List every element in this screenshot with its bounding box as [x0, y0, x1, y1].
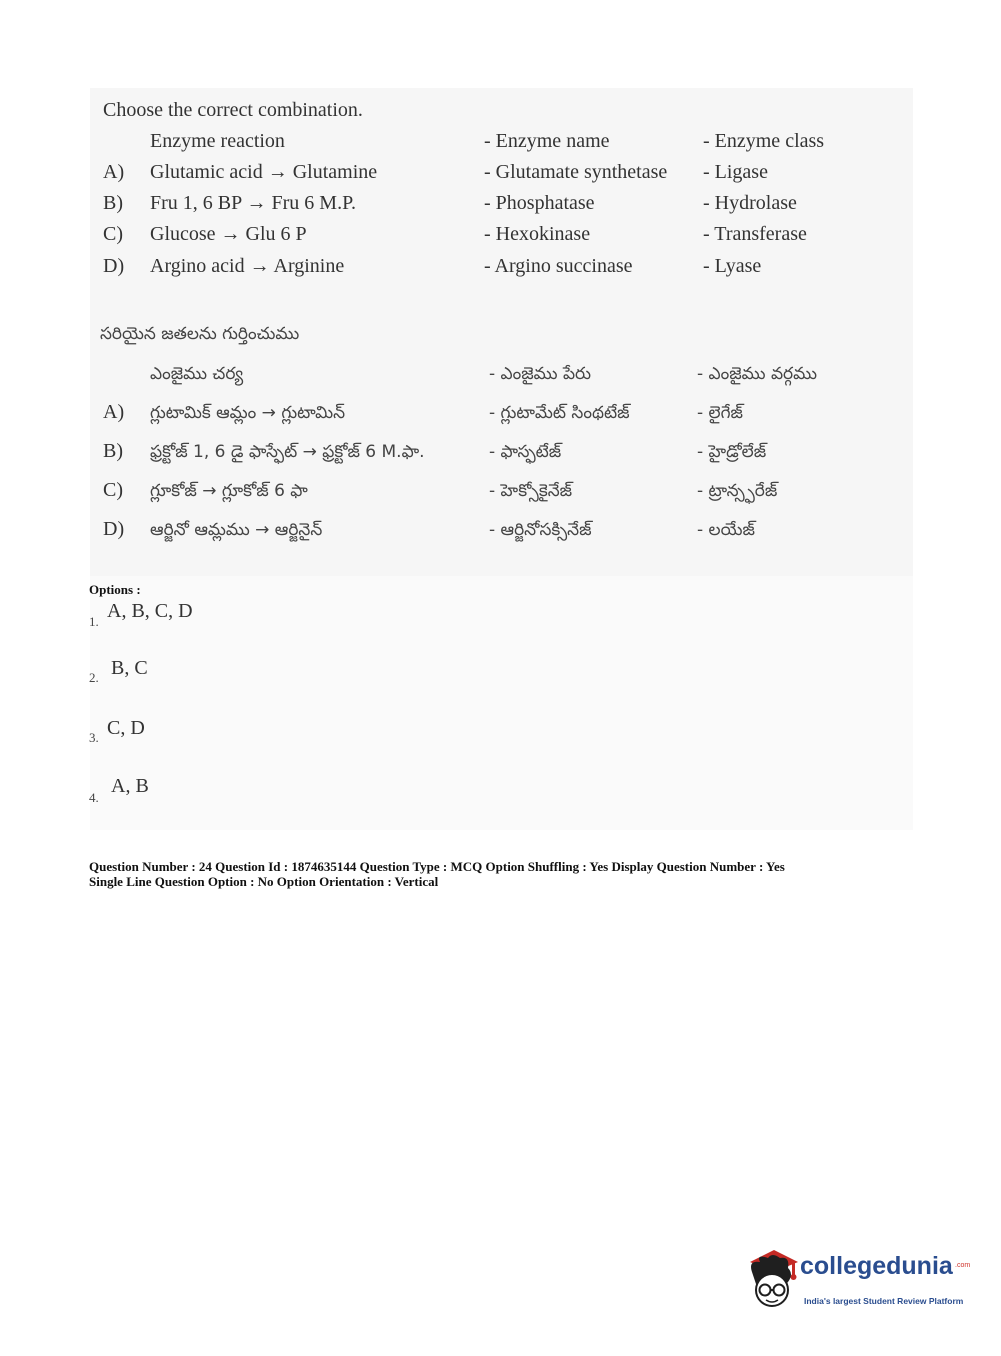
row-enzyme-name: - హెక్సోకైనేజ్	[489, 481, 573, 501]
row-reaction: Glucose → Glu 6 P	[150, 223, 307, 245]
row-reaction: Argino acid → Arginine	[150, 255, 345, 277]
row-enzyme-name: - Argino succinase	[484, 255, 633, 277]
row-label: D)	[103, 255, 125, 277]
row-enzyme-class: - ట్రాన్స్ఫరేజ్	[697, 481, 778, 501]
row-enzyme-class: - హైడ్రోలేజ్	[697, 442, 767, 462]
header-class-te: - ఎంజైము వర్గము	[697, 364, 817, 384]
option-1[interactable]: A, B, C, D	[107, 600, 193, 622]
options-label: Options :	[89, 582, 141, 597]
row-enzyme-name: - Phosphatase	[484, 192, 595, 214]
mascot-icon	[742, 1248, 802, 1312]
header-class-en: - Enzyme class	[703, 130, 825, 152]
question-meta-line-1: Question Number : 24 Question Id : 1874635144 Question Type : MCQ Option Shuffling : Yes Display Question Number : Yes	[89, 859, 785, 874]
option-number: 3.	[89, 730, 99, 745]
row-label: C)	[103, 479, 123, 501]
collegedunia-logo[interactable]	[742, 1248, 972, 1318]
row-enzyme-name: - Hexokinase	[484, 223, 591, 245]
question-meta-line-2: Single Line Question Option : No Option Orientation : Vertical	[89, 874, 439, 889]
row-enzyme-class: - లయేజ్	[697, 520, 755, 540]
header-reaction-en: Enzyme reaction	[150, 130, 285, 152]
header-name-en: - Enzyme name	[484, 130, 610, 152]
row-enzyme-name: - ఫాస్ఫటేజ్	[489, 442, 562, 462]
logo-wordmark: collegedunia	[800, 1252, 953, 1280]
row-label: B)	[103, 192, 123, 214]
option-3[interactable]: C, D	[107, 717, 145, 739]
option-number: 2.	[89, 670, 99, 685]
option-2[interactable]: B, C	[111, 657, 148, 679]
row-reaction: గ్లూకోజ్ → గ్లూకోజ్ 6 ఫా	[150, 481, 308, 501]
header-reaction-te: ఎంజైము చర్య	[150, 364, 244, 384]
row-enzyme-name: - Glutamate synthetase	[484, 161, 668, 183]
row-enzyme-class: - Transferase	[703, 223, 807, 245]
row-enzyme-name: - గ్లుటామేట్ సింథటేజ్	[489, 403, 630, 423]
row-reaction: Fru 1, 6 BP → Fru 6 M.P.	[150, 192, 356, 214]
row-enzyme-class: - Ligase	[703, 161, 768, 183]
logo-suffix: .com	[955, 1262, 971, 1269]
row-reaction: గ్లుటామిక్ ఆమ్లం → గ్లుటామిన్	[150, 403, 346, 423]
row-label: D)	[103, 518, 125, 540]
option-number: 1.	[89, 614, 99, 629]
option-4[interactable]: A, B	[111, 775, 149, 797]
question-prompt-en: Choose the correct combination.	[103, 99, 363, 121]
row-enzyme-class: - Lyase	[703, 255, 762, 277]
row-label: A)	[103, 401, 125, 423]
question-prompt-te: సరియైన జతలను గుర్తించుము	[100, 324, 300, 344]
row-label: B)	[103, 440, 123, 462]
header-name-te: - ఎంజైము పేరు	[489, 364, 591, 384]
row-label: C)	[103, 223, 123, 245]
row-reaction: Glutamic acid → Glutamine	[150, 161, 378, 183]
row-enzyme-name: - ఆర్జినోసక్సినేజ్	[489, 520, 592, 540]
row-enzyme-class: - లైగేజ్	[697, 403, 743, 423]
row-reaction: ఫ్రక్టోజ్ 1, 6 డై ఫాస్ఫేట్ → ఫ్రక్టోజ్ 6 M.ఫా.	[150, 442, 425, 462]
row-reaction: ఆర్జినో ఆమ్లము → ఆర్జినైన్	[150, 520, 323, 540]
row-label: A)	[103, 161, 125, 183]
logo-tagline: India's largest Student Review Platform	[804, 1296, 964, 1306]
options-area	[90, 576, 913, 830]
row-enzyme-class: - Hydrolase	[703, 192, 797, 214]
option-number: 4.	[89, 790, 99, 805]
